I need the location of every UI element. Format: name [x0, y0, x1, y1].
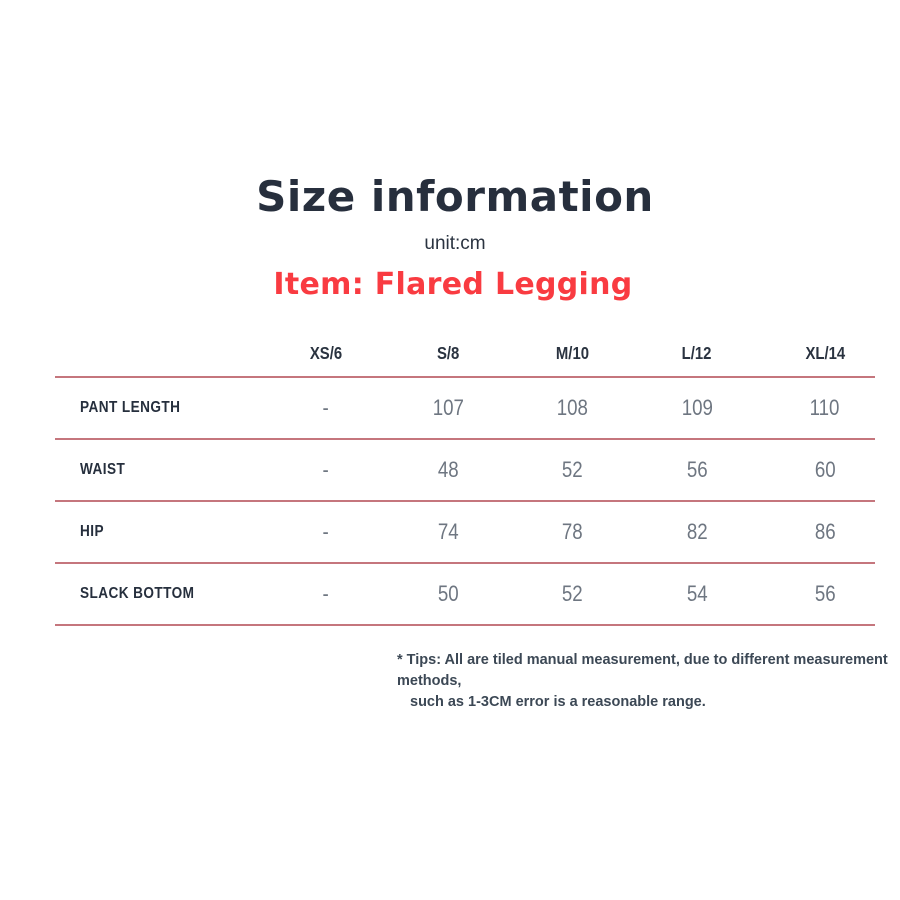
- cell-value: 108: [556, 395, 589, 420]
- cell-value: 60: [814, 457, 836, 482]
- row-label: HIP: [80, 523, 104, 540]
- row-label: WAIST: [80, 461, 126, 478]
- cell-value: 48: [438, 457, 459, 482]
- cell-value: 86: [814, 519, 836, 544]
- cell-value: 56: [814, 581, 836, 606]
- cell-value: 82: [686, 519, 708, 544]
- table-row-hip: [55, 502, 875, 564]
- unit-label: unit:cm: [424, 233, 486, 254]
- cell-value: -: [322, 395, 330, 420]
- cell-value: 50: [438, 581, 459, 606]
- row-label: SLACK BOTTOM: [80, 585, 195, 602]
- measurement-tips-note: [397, 650, 897, 713]
- cell-value: 74: [438, 519, 459, 544]
- tips-line-1: * Tips: All are tiled manual measurement, due to different measurement methods,: [397, 652, 888, 689]
- table-header-row: [55, 330, 875, 378]
- column-header-xs6: XS/6: [309, 342, 343, 363]
- cell-value: 52: [562, 457, 583, 482]
- cell-value: -: [322, 457, 330, 482]
- item-name-heading: Item: Flared Legging: [273, 267, 633, 302]
- tips-line-2: such as 1-3CM error is a reasonable range.: [410, 694, 706, 710]
- column-header-l12: L/12: [682, 342, 712, 363]
- cell-value: 110: [810, 395, 840, 420]
- cell-value: 107: [432, 395, 465, 420]
- cell-value: -: [322, 519, 330, 544]
- cell-value: 56: [686, 457, 708, 482]
- table-row-slack-bottom: [55, 564, 875, 626]
- page-title: Size information: [256, 172, 654, 221]
- cell-value: 54: [686, 581, 708, 606]
- cell-value: 78: [562, 519, 583, 544]
- table-row-waist: [55, 440, 875, 502]
- row-label: PANT LENGTH: [80, 399, 181, 416]
- cell-value: 109: [681, 395, 713, 420]
- column-header-xl14: XL/14: [805, 342, 845, 363]
- table-row-pant-length: [55, 378, 875, 440]
- size-table: [55, 330, 875, 626]
- column-header-m10: M/10: [555, 342, 590, 363]
- column-header-s8: S/8: [437, 342, 460, 363]
- cell-value: 52: [562, 581, 583, 606]
- cell-value: -: [322, 581, 330, 606]
